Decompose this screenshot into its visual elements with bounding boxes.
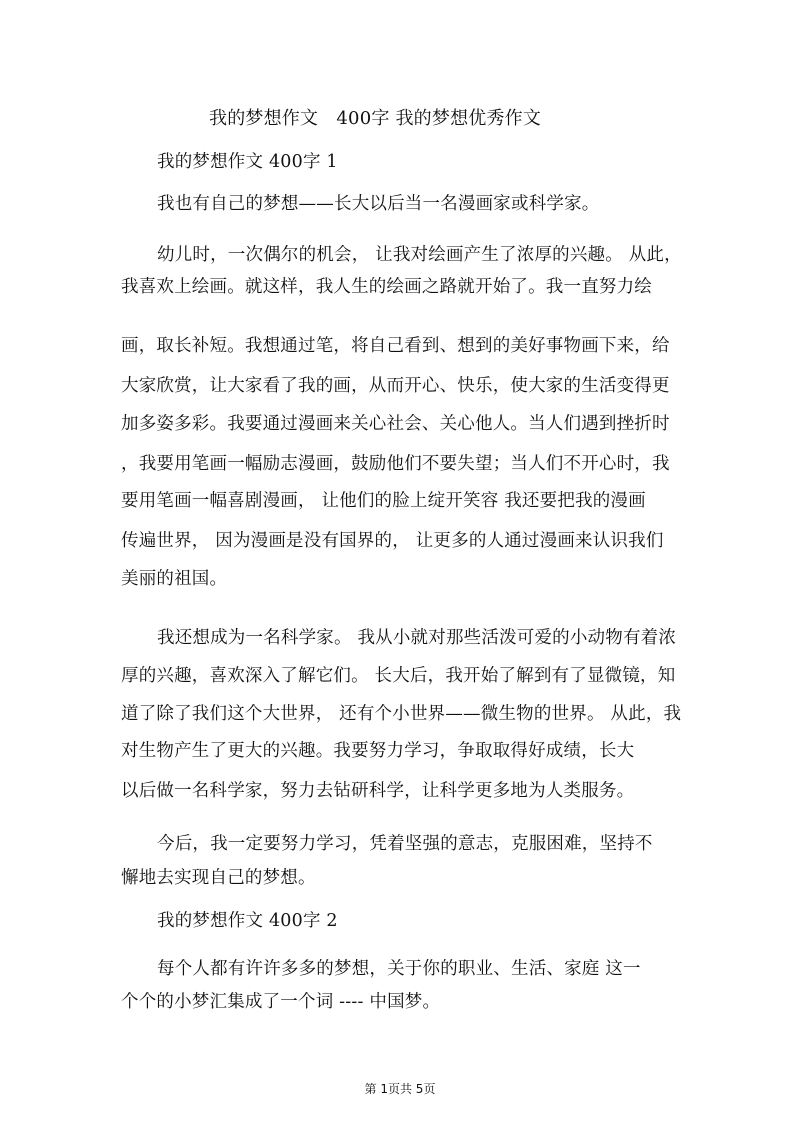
section-heading-2: 我的梦想作文 400字 2 [157,911,338,931]
paragraph-line: 懈地去实现自己的梦想。 [121,868,316,888]
section-heading-1: 我的梦想作文 400字 1 [157,152,338,172]
paragraph-line: 美丽的祖国。 [121,569,228,589]
paragraph-line: 每个人都有许许多多的梦想，关于你的职业、生活、家庭 这一 [157,959,641,979]
paragraph-line: 我喜欢上绘画。就这样，我人生的绘画之路就开始了。我一直努力绘 [121,277,652,297]
paragraph-line: 道了除了我们这个大世界， 还有个小世界——微生物的世界。 从此，我 [121,704,682,724]
paragraph-line: 传遍世界， 因为漫画是没有国界的， 让更多的人通过漫画来认识我们 [121,531,664,551]
paragraph-line: ，我要用笔画一幅励志漫画，鼓励他们不要失望；当人们不开心时，我 [121,454,670,474]
paragraph-line: 个个的小梦汇集成了一个词 ---- 中国梦。 [121,992,441,1012]
paragraph-line: 要用笔画一幅喜剧漫画， 让他们的脸上绽开笑容 我还要把我的漫画 [121,491,646,511]
paragraph-line: 幼儿时，一次偶尔的机会， 让我对绘画产生了浓厚的兴趣。 从此， [157,245,682,265]
paragraph-line: 我还想成为一名科学家。 我从小就对那些活泼可爱的小动物有着浓 [157,628,677,648]
paragraph-line: 大家欣赏，让大家看了我的画，从而开心、快乐，使大家的生活变得更 [121,376,670,396]
paragraph-line: 厚的兴趣，喜欢深入了解它们。 长大后，我开始了解到有了显微镜，知 [121,666,676,686]
paragraph-line: 对生物产生了更大的兴趣。我要努力学习，争取取得好成绩，长大 [121,741,635,761]
paragraph-line: 加多姿多彩。我要通过漫画来关心社会、关心他人。当人们遇到挫折时 [121,414,670,434]
page-number-footer: 第 1页共 5页 [364,1082,436,1096]
paragraph-line: 我也有自己的梦想——长大以后当一名漫画家或科学家。 [157,194,600,214]
paragraph-line: 画，取长补短。我想通过笔，将自己看到、想到的美好事物画下来，给 [121,336,670,356]
paragraph-line: 以后做一名科学家，努力去钻研科学，让科学更多地为人类服务。 [121,781,635,801]
document-title: 我的梦想作文 400字 我的梦想优秀作文 [209,108,542,129]
paragraph-line: 今后，我一定要努力学习，凭着坚强的意志，克服困难，坚持不 [157,834,653,854]
